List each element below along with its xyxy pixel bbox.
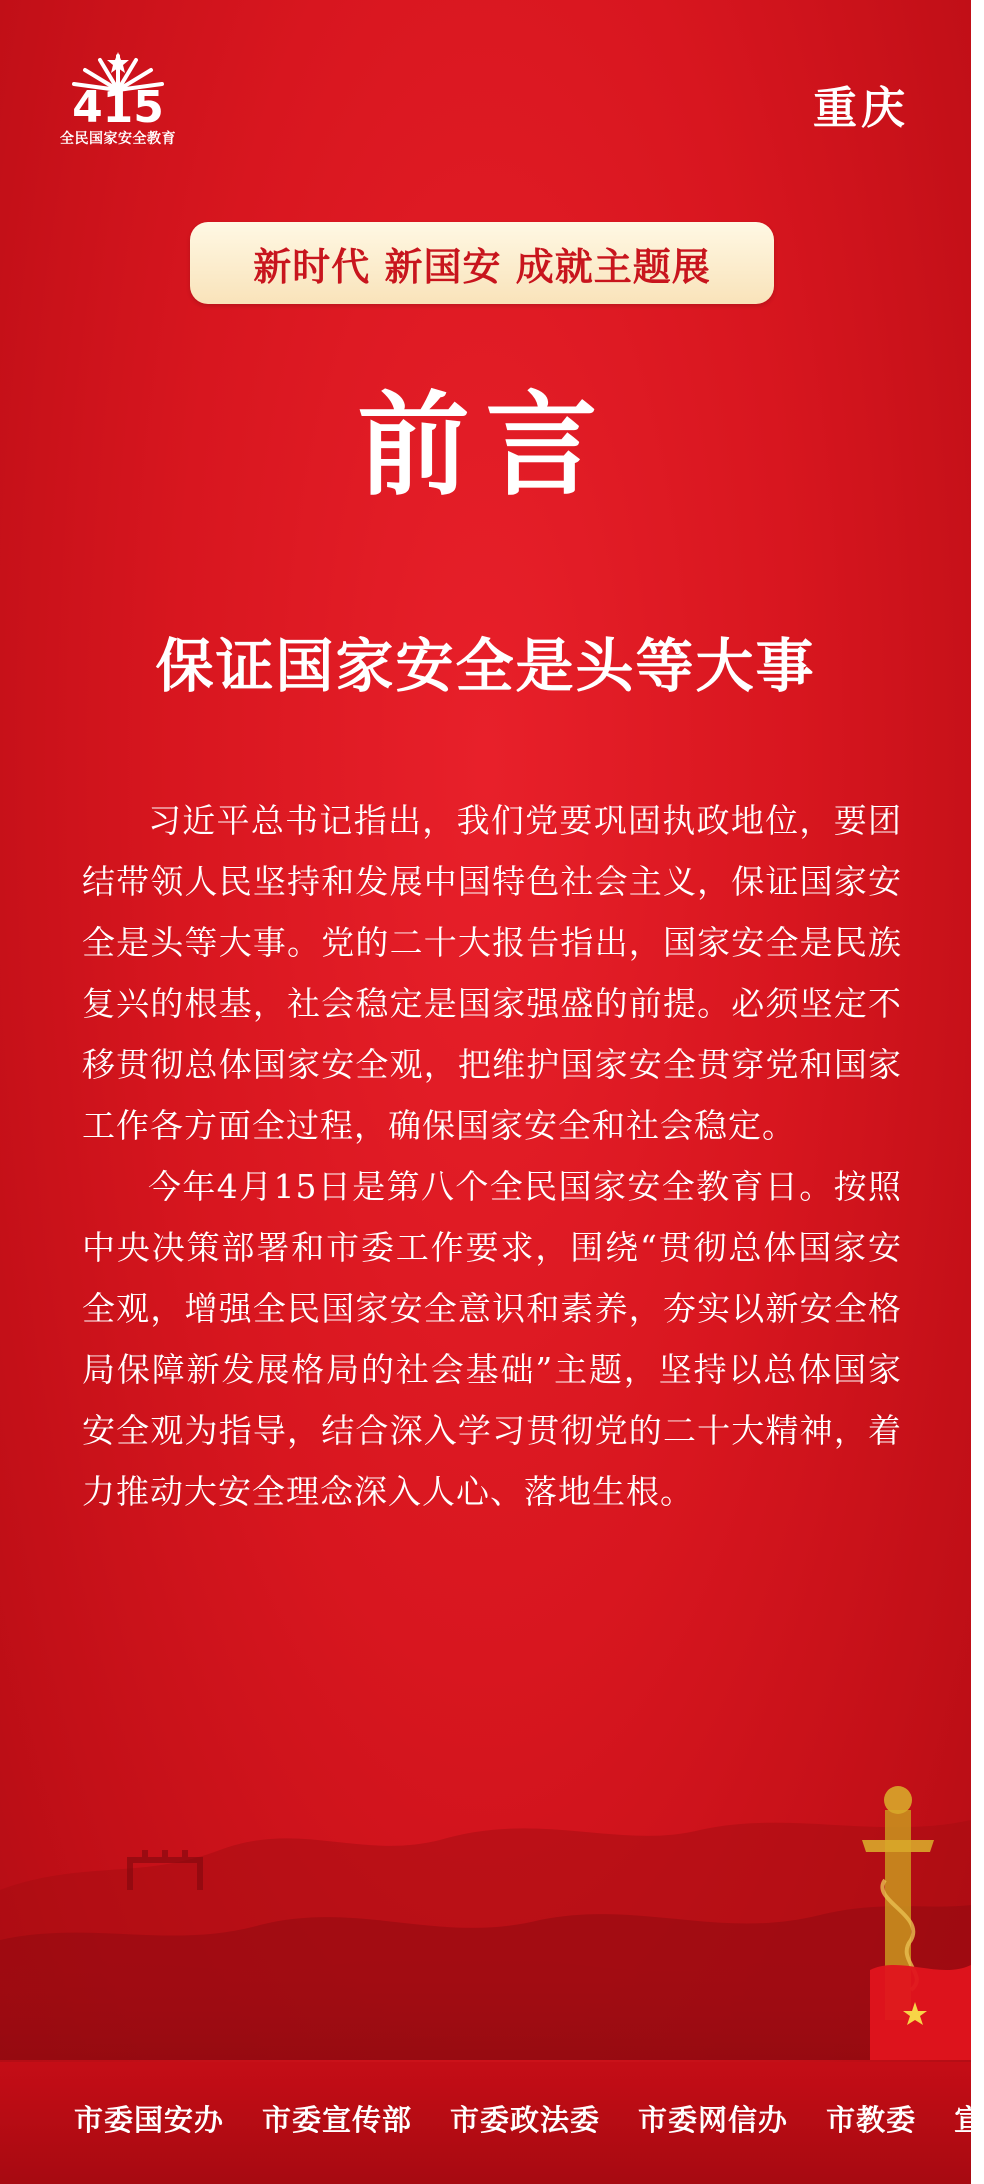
logo: [48, 48, 188, 148]
organizer-item: 市委网信办: [638, 2103, 789, 2137]
region-label: 重庆: [813, 83, 909, 134]
organizer-item: 市委国安办: [74, 2103, 225, 2137]
body-text: [82, 790, 902, 1522]
page-subtitle: 保证国家安全是头等大事: [155, 632, 816, 700]
exhibition-banner: [190, 222, 774, 304]
paragraph: 习近平总书记指出，我们党要巩固执政地位，要团结带领人民坚持和发展中国特色社会主义，保证国家安全是头等大事。党的二十大报告指出，国家安全是民族复兴的根基，社会稳定是国家强盛的前提。必须坚定不移贯彻总体国家安全观，把维护国家安全贯穿党和国家工作各方面全过程，确保国家安全和社会稳定。: [82, 801, 902, 1145]
logo-caption: 全民国家安全教育: [60, 131, 176, 147]
footer-bar: [0, 2062, 984, 2184]
great-wall-scenery: [0, 1740, 971, 2060]
organizer-item: 宣: [954, 2103, 984, 2137]
page-title: 前言: [357, 380, 614, 511]
organizer-item: 市委宣传部: [262, 2103, 413, 2137]
red-flag-icon: [870, 1965, 971, 2060]
logo-number: 415: [72, 82, 164, 133]
organizer-list: [74, 2098, 984, 2139]
organizer-item: 市委政法委: [450, 2103, 601, 2137]
exhibition-banner-text: 新时代 新国安 成就主题展: [253, 244, 711, 289]
organizer-item: 市教委: [826, 2103, 917, 2137]
paragraph: 今年4月15日是第八个全民国家安全教育日。按照中央决策部署和市委工作要求，围绕“贯彻总体国家安全观，增强全民国家安全意识和素养，夯实以新安全格局保障新发展格局的社会基础”主题，坚持以总体国家安全观为指导，结合深入学习贯彻党的二十大精神，着力推动大安全理念深入人心、落地生根。: [82, 1167, 902, 1511]
